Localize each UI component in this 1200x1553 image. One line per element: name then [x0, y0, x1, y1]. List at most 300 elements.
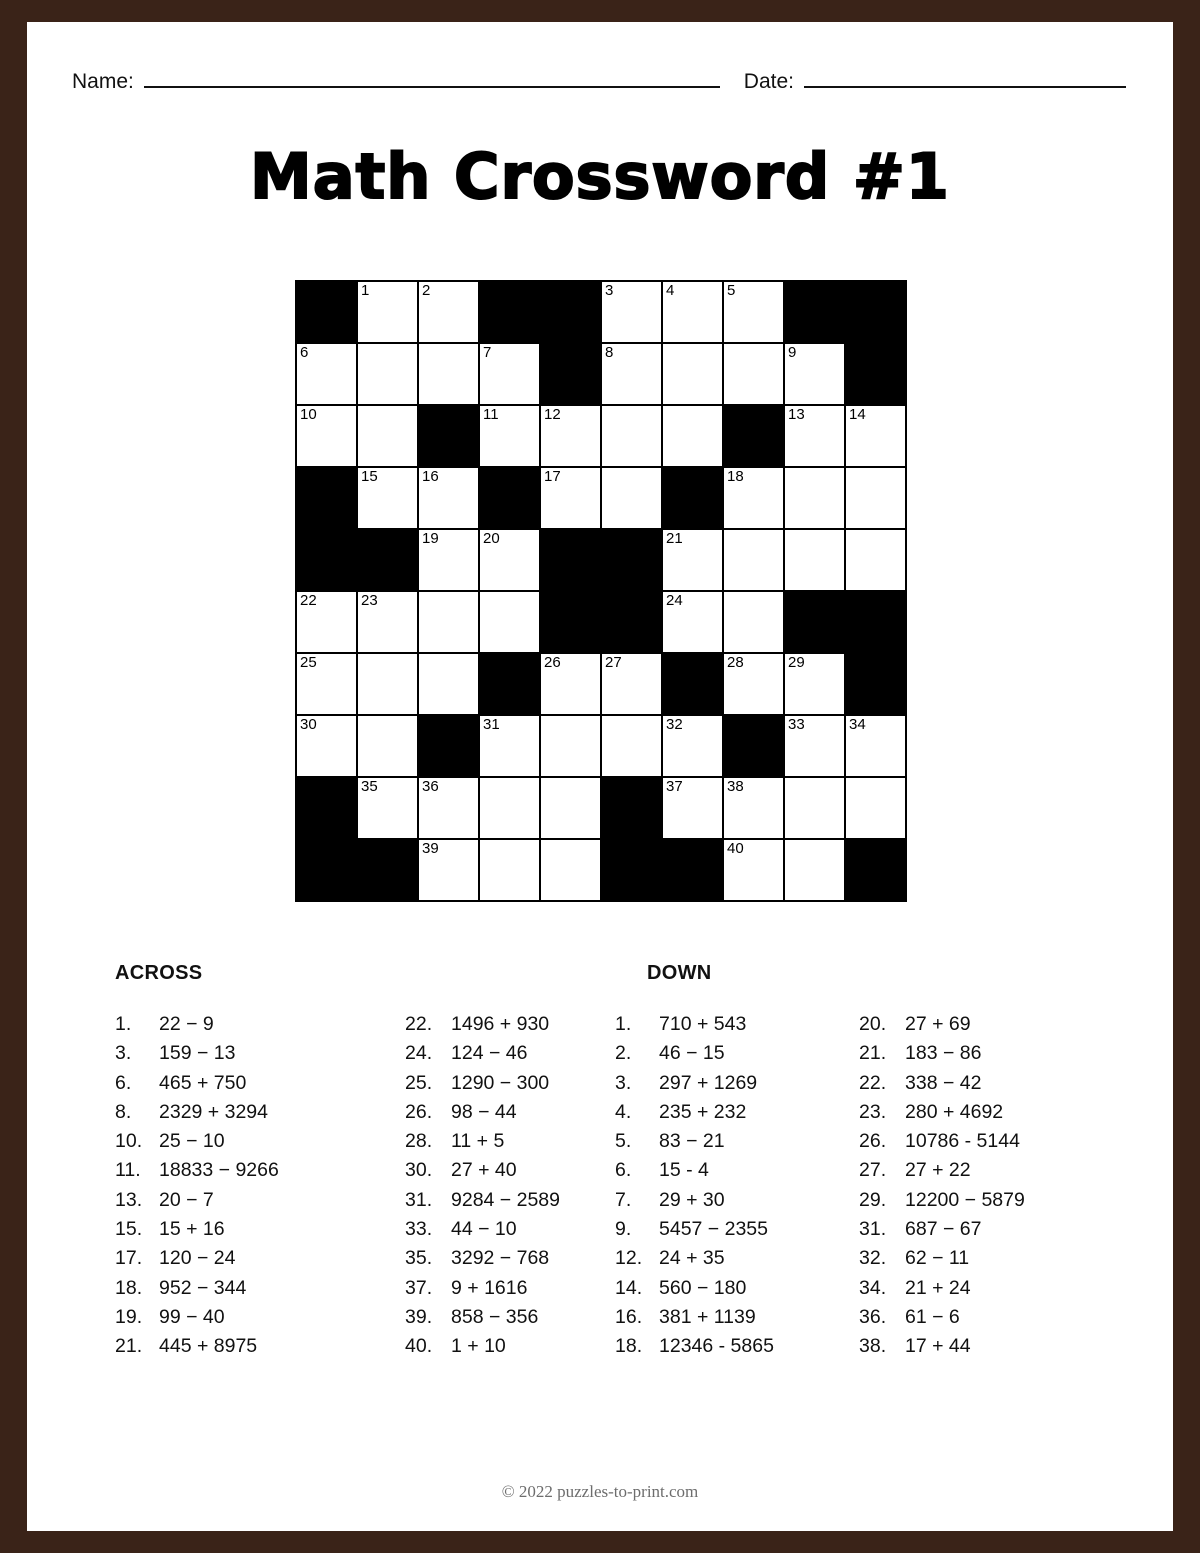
grid-row: [296, 529, 906, 591]
name-write-line[interactable]: [144, 70, 720, 88]
clue-text: 27 + 69: [905, 1013, 971, 1035]
clue-item: [115, 1244, 345, 1273]
grid-cell-block: [845, 591, 906, 653]
grid-cell-entry[interactable]: [723, 467, 784, 529]
date-write-line[interactable]: [804, 70, 1126, 88]
clue-text: 24 + 35: [659, 1247, 725, 1270]
grid-cell-entry[interactable]: [479, 777, 540, 839]
clue-item: [115, 1039, 345, 1068]
clue-number: 26.: [405, 1100, 433, 1123]
grid-cell-entry[interactable]: [540, 777, 601, 839]
grid-cell-number: 38: [727, 778, 744, 795]
grid-cell-entry[interactable]: [784, 467, 845, 529]
grid-cell-number: 24: [666, 592, 683, 609]
page-title: Math Crossword #1: [250, 140, 950, 213]
clue-item: [615, 1010, 855, 1039]
clue-text: 29 + 30: [659, 1188, 725, 1211]
grid-cell-number: 28: [727, 654, 744, 671]
grid-cell-number: 34: [849, 716, 866, 733]
grid-cell-block: [723, 405, 784, 467]
grid-cell-entry[interactable]: [418, 467, 479, 529]
grid-cell-number: 25: [300, 654, 317, 671]
grid-cell-number: 3: [605, 282, 614, 299]
grid-cell-entry[interactable]: [540, 405, 601, 467]
clue-number: 31.: [405, 1188, 433, 1211]
grid-cell-block: [296, 281, 357, 343]
crossword-grid[interactable]: [295, 280, 907, 902]
clue-number: 36.: [859, 1305, 887, 1328]
clue-number: 18.: [615, 1335, 643, 1358]
grid-cell-number: 39: [422, 840, 439, 857]
name-label: Name:: [72, 70, 134, 93]
clue-text: 338 − 42: [905, 1071, 982, 1094]
grid-cell-entry[interactable]: [784, 405, 845, 467]
grid-cell-number: 32: [666, 716, 683, 733]
grid-cell-number: 2: [422, 282, 431, 299]
grid-cell-number: 17: [544, 468, 561, 485]
clue-number: 23.: [859, 1100, 887, 1123]
clue-item: [859, 1039, 1109, 1068]
clue-number: 15.: [115, 1218, 143, 1241]
grid-cell-block: [601, 839, 662, 901]
grid-cell-entry[interactable]: [601, 653, 662, 715]
clue-text: 98 − 44: [451, 1100, 517, 1123]
grid-cell-number: 26: [544, 654, 561, 671]
clue-number: 29.: [859, 1188, 887, 1211]
grid-cell-entry[interactable]: [723, 529, 784, 591]
grid-cell-block: [540, 343, 601, 405]
grid-cell-block: [662, 467, 723, 529]
clue-item: [859, 1244, 1109, 1273]
clue-item: [405, 1156, 635, 1185]
clue-text: 124 − 46: [451, 1042, 528, 1065]
clue-text: 83 − 21: [659, 1130, 725, 1153]
clue-text: 183 − 86: [905, 1042, 982, 1065]
grid-cell-entry[interactable]: [540, 467, 601, 529]
grid-cell-number: 6: [300, 344, 309, 361]
grid-cell-block: [723, 715, 784, 777]
across-clues-column-2: [405, 1010, 635, 1362]
clue-number: 14.: [615, 1276, 643, 1299]
grid-cell-entry[interactable]: [357, 653, 418, 715]
clue-item: [859, 1303, 1109, 1332]
clue-text: 3292 − 768: [451, 1247, 550, 1270]
clue-text: 21 + 24: [905, 1276, 971, 1299]
date-label: Date:: [743, 70, 794, 93]
clue-number: 34.: [859, 1276, 887, 1299]
clue-number: 38.: [859, 1335, 887, 1358]
clue-item: [115, 1127, 345, 1156]
clue-text: 11 + 5: [451, 1130, 505, 1153]
clue-number: 4.: [615, 1100, 632, 1123]
grid-cell-entry[interactable]: [479, 715, 540, 777]
grid-cell-block: [479, 281, 540, 343]
grid-cell-entry[interactable]: [723, 839, 784, 901]
grid-cell-entry[interactable]: [845, 715, 906, 777]
grid-cell-block: [601, 529, 662, 591]
clue-item: [405, 1127, 635, 1156]
grid-cell-number: 21: [666, 530, 683, 547]
clue-text: 15 - 4: [659, 1159, 709, 1182]
clue-item: [115, 1215, 345, 1244]
clue-text: 297 + 1269: [659, 1071, 758, 1094]
grid-cell-entry[interactable]: [540, 653, 601, 715]
clue-number: 21.: [859, 1042, 887, 1065]
grid-cell-entry[interactable]: [723, 343, 784, 405]
grid-cell-entry[interactable]: [357, 467, 418, 529]
grid-cell-block: [479, 467, 540, 529]
grid-cell-entry[interactable]: [418, 591, 479, 653]
grid-cell-entry[interactable]: [357, 343, 418, 405]
grid-cell-entry[interactable]: [357, 777, 418, 839]
clue-item: [115, 1274, 345, 1303]
clue-number: 8.: [115, 1100, 132, 1123]
grid-cell-block: [357, 839, 418, 901]
clue-text: 560 − 180: [659, 1276, 747, 1299]
grid-cell-entry[interactable]: [296, 343, 357, 405]
clue-text: 18833 − 9266: [159, 1159, 279, 1182]
clue-number: 28.: [405, 1130, 433, 1153]
clue-number: 5.: [615, 1130, 632, 1153]
grid-cell-entry[interactable]: [845, 529, 906, 591]
grid-cell-entry[interactable]: [784, 343, 845, 405]
clue-item: [115, 1332, 345, 1361]
clue-text: 46 − 15: [659, 1042, 725, 1065]
grid-cell-number: 12: [544, 406, 561, 423]
clue-item: [115, 1156, 345, 1185]
grid-cell-number: 19: [422, 530, 439, 547]
clue-text: 120 − 24: [159, 1247, 236, 1270]
grid-cell-entry[interactable]: [784, 715, 845, 777]
clue-item: [615, 1215, 855, 1244]
clue-number: 27.: [859, 1159, 887, 1182]
clue-text: 15 + 16: [159, 1218, 225, 1241]
grid-cell-entry[interactable]: [418, 343, 479, 405]
grid-cell-entry[interactable]: [479, 529, 540, 591]
grid-cell-number: 18: [727, 468, 744, 485]
clue-number: 11.: [115, 1159, 141, 1182]
clue-text: 1496 + 930: [451, 1013, 550, 1035]
crossword-table[interactable]: [295, 280, 907, 902]
grid-cell-entry[interactable]: [357, 591, 418, 653]
clue-text: 445 + 8975: [159, 1335, 258, 1358]
grid-cell-number: 15: [361, 468, 378, 485]
grid-cell-entry[interactable]: [601, 281, 662, 343]
clue-item: [615, 1244, 855, 1273]
grid-cell-entry[interactable]: [784, 839, 845, 901]
grid-cell-entry[interactable]: [479, 591, 540, 653]
grid-cell-number: 7: [483, 344, 492, 361]
grid-cell-entry[interactable]: [845, 467, 906, 529]
grid-cell-entry[interactable]: [418, 839, 479, 901]
grid-row: [296, 467, 906, 529]
clue-number: 33.: [405, 1218, 433, 1241]
grid-cell-number: 36: [422, 778, 439, 795]
grid-cell-number: 4: [666, 282, 675, 299]
clue-text: 1290 − 300: [451, 1071, 550, 1094]
clue-text: 5457 − 2355: [659, 1218, 768, 1241]
grid-cell-number: 40: [727, 840, 744, 857]
grid-cell-entry[interactable]: [357, 405, 418, 467]
grid-cell-number: 5: [727, 282, 736, 299]
grid-cell-entry[interactable]: [357, 281, 418, 343]
grid-cell-entry[interactable]: [296, 591, 357, 653]
grid-cell-number: 27: [605, 654, 622, 671]
grid-cell-entry[interactable]: [296, 715, 357, 777]
clue-text: 44 − 10: [451, 1218, 517, 1241]
clue-text: 280 + 4692: [905, 1100, 1004, 1123]
clue-item: [615, 1303, 855, 1332]
clue-item: [615, 1274, 855, 1303]
grid-cell-entry[interactable]: [723, 281, 784, 343]
clue-text: 159 − 13: [159, 1042, 236, 1065]
grid-cell-block: [784, 591, 845, 653]
clue-item: [615, 1069, 855, 1098]
grid-cell-block: [296, 529, 357, 591]
footer-copyright: © 2022 puzzles-to-print.com: [501, 1482, 699, 1501]
down-clues-column-1: [615, 1010, 855, 1362]
clue-item: [115, 1010, 345, 1039]
grid-row: [296, 839, 906, 901]
grid-cell-number: 20: [483, 530, 500, 547]
grid-cell-block: [296, 839, 357, 901]
clue-number: 22.: [405, 1013, 433, 1035]
grid-cell-entry[interactable]: [662, 529, 723, 591]
grid-cell-entry[interactable]: [662, 715, 723, 777]
grid-cell-number: 30: [300, 716, 317, 733]
clue-item: [115, 1069, 345, 1098]
grid-row: [296, 281, 906, 343]
grid-cell-block: [296, 777, 357, 839]
clue-number: 40.: [405, 1335, 433, 1358]
clue-number: 2.: [615, 1042, 632, 1065]
grid-cell-entry[interactable]: [540, 839, 601, 901]
clue-item: [405, 1069, 635, 1098]
clue-number: 26.: [859, 1130, 887, 1153]
grid-cell-entry[interactable]: [479, 405, 540, 467]
grid-cell-number: 33: [788, 716, 805, 733]
grid-cell-block: [540, 281, 601, 343]
clue-item: [859, 1215, 1109, 1244]
clue-item: [859, 1332, 1109, 1361]
clue-item: [405, 1098, 635, 1127]
clue-text: 12346 - 5865: [659, 1335, 774, 1358]
grid-cell-block: [845, 839, 906, 901]
grid-cell-number: 31: [483, 716, 500, 733]
across-heading: ACROSS: [115, 962, 203, 984]
clue-text: 20 − 7: [159, 1188, 214, 1211]
clue-number: 6.: [115, 1071, 132, 1094]
clue-item: [405, 1332, 635, 1361]
clue-item: [859, 1127, 1109, 1156]
clue-text: 1 + 10: [451, 1335, 506, 1358]
grid-cell-entry[interactable]: [723, 777, 784, 839]
grid-cell-block: [296, 467, 357, 529]
grid-cell-entry[interactable]: [418, 529, 479, 591]
clue-text: 22 − 9: [159, 1013, 214, 1035]
clue-number: 6.: [615, 1159, 632, 1182]
clue-text: 2329 + 3294: [159, 1100, 268, 1123]
clue-text: 99 − 40: [159, 1305, 225, 1328]
clue-text: 235 + 232: [659, 1100, 747, 1123]
down-clues-column-2: [859, 1010, 1109, 1362]
clue-number: 20.: [859, 1013, 887, 1035]
grid-cell-block: [601, 777, 662, 839]
grid-row: [296, 405, 906, 467]
clue-item: [859, 1010, 1109, 1039]
clue-number: 3.: [615, 1071, 632, 1094]
clue-text: 12200 − 5879: [905, 1188, 1025, 1211]
grid-cell-entry[interactable]: [540, 715, 601, 777]
clue-number: 7.: [615, 1188, 632, 1211]
grid-cell-entry[interactable]: [662, 591, 723, 653]
grid-cell-entry[interactable]: [784, 777, 845, 839]
clue-number: 10.: [115, 1130, 143, 1153]
clue-item: [615, 1098, 855, 1127]
clue-item: [859, 1069, 1109, 1098]
grid-cell-block: [784, 281, 845, 343]
grid-cell-entry[interactable]: [723, 653, 784, 715]
across-clues-column-1: [115, 1010, 345, 1362]
grid-cell-number: 13: [788, 406, 805, 423]
clue-text: 27 + 40: [451, 1159, 517, 1182]
grid-cell-entry[interactable]: [601, 343, 662, 405]
clue-item: [615, 1186, 855, 1215]
grid-cell-block: [601, 591, 662, 653]
grid-cell-entry[interactable]: [601, 467, 662, 529]
clue-number: 1.: [115, 1013, 132, 1035]
grid-cell-entry[interactable]: [662, 405, 723, 467]
grid-row: [296, 343, 906, 405]
grid-cell-entry[interactable]: [662, 343, 723, 405]
clue-item: [615, 1039, 855, 1068]
grid-row: [296, 715, 906, 777]
grid-cell-entry[interactable]: [418, 281, 479, 343]
clue-number: 3.: [115, 1042, 132, 1065]
clue-item: [405, 1303, 635, 1332]
grid-cell-entry[interactable]: [601, 715, 662, 777]
grid-cell-number: 37: [666, 778, 683, 795]
clue-number: 25.: [405, 1071, 433, 1094]
clue-number: 9.: [615, 1218, 632, 1241]
clue-number: 22.: [859, 1071, 887, 1094]
down-heading: DOWN: [647, 962, 712, 984]
clue-number: 39.: [405, 1305, 433, 1328]
clue-text: 25 − 10: [159, 1130, 225, 1153]
clue-number: 24.: [405, 1042, 433, 1065]
clue-text: 62 − 11: [905, 1247, 970, 1270]
clue-item: [615, 1127, 855, 1156]
grid-cell-entry[interactable]: [601, 405, 662, 467]
clue-item: [115, 1303, 345, 1332]
grid-cell-entry[interactable]: [418, 777, 479, 839]
clue-item: [405, 1039, 635, 1068]
grid-cell-number: 23: [361, 592, 378, 609]
grid-cell-block: [662, 839, 723, 901]
clue-text: 10786 - 5144: [905, 1130, 1020, 1153]
grid-cell-number: 1: [361, 282, 370, 299]
clue-number: 35.: [405, 1247, 433, 1270]
grid-cell-number: 11: [483, 406, 499, 423]
clue-text: 61 − 6: [905, 1305, 960, 1328]
clue-number: 19.: [115, 1305, 143, 1328]
grid-cell-block: [845, 281, 906, 343]
clue-text: 710 + 543: [659, 1013, 747, 1035]
grid-cell-block: [845, 653, 906, 715]
worksheet-page: [27, 22, 1173, 1531]
clue-number: 17.: [115, 1247, 143, 1270]
grid-cell-entry[interactable]: [479, 343, 540, 405]
grid-cell-entry[interactable]: [296, 405, 357, 467]
clue-text: 17 + 44: [905, 1335, 971, 1358]
grid-cell-entry[interactable]: [845, 405, 906, 467]
grid-cell-entry[interactable]: [296, 653, 357, 715]
grid-cell-entry[interactable]: [418, 653, 479, 715]
clue-number: 32.: [859, 1247, 887, 1270]
grid-cell-block: [357, 529, 418, 591]
clue-number: 12.: [615, 1247, 643, 1270]
clue-number: 18.: [115, 1276, 143, 1299]
grid-cell-entry[interactable]: [784, 653, 845, 715]
clue-item: [859, 1274, 1109, 1303]
grid-cell-number: 9: [788, 344, 797, 361]
clue-text: 687 − 67: [905, 1218, 982, 1241]
grid-cell-block: [662, 653, 723, 715]
grid-row: [296, 591, 906, 653]
grid-cell-block: [418, 405, 479, 467]
clue-number: 30.: [405, 1159, 433, 1182]
clue-item: [615, 1332, 855, 1361]
grid-cell-number: 35: [361, 778, 378, 795]
grid-cell-block: [540, 529, 601, 591]
grid-cell-number: 22: [300, 592, 317, 609]
clue-item: [405, 1274, 635, 1303]
grid-cell-number: 10: [300, 406, 317, 423]
grid-cell-entry[interactable]: [662, 777, 723, 839]
grid-cell-number: 29: [788, 654, 805, 671]
grid-row: [296, 777, 906, 839]
clue-number: 37.: [405, 1276, 433, 1299]
grid-cell-entry[interactable]: [784, 529, 845, 591]
clue-item: [405, 1010, 635, 1039]
clue-text: 858 − 356: [451, 1305, 539, 1328]
grid-cell-number: 14: [849, 406, 866, 423]
grid-cell-entry[interactable]: [845, 777, 906, 839]
clue-number: 31.: [859, 1218, 887, 1241]
grid-cell-entry[interactable]: [662, 281, 723, 343]
clue-item: [859, 1156, 1109, 1185]
grid-cell-block: [479, 653, 540, 715]
grid-cell-block: [540, 591, 601, 653]
grid-cell-number: 16: [422, 468, 439, 485]
clue-text: 465 + 750: [159, 1071, 247, 1094]
clue-item: [405, 1186, 635, 1215]
clue-number: 21.: [115, 1335, 143, 1358]
clue-item: [615, 1156, 855, 1185]
grid-row: [296, 653, 906, 715]
clue-text: 9284 − 2589: [451, 1188, 560, 1211]
grid-cell-entry[interactable]: [357, 715, 418, 777]
clue-text: 27 + 22: [905, 1159, 971, 1182]
grid-cell-block: [845, 343, 906, 405]
grid-cell-entry[interactable]: [479, 839, 540, 901]
clue-number: 13.: [115, 1188, 143, 1211]
clue-item: [405, 1215, 635, 1244]
grid-cell-entry[interactable]: [723, 591, 784, 653]
name-date-row: [72, 70, 1132, 94]
grid-cell-block: [418, 715, 479, 777]
clue-item: [115, 1186, 345, 1215]
